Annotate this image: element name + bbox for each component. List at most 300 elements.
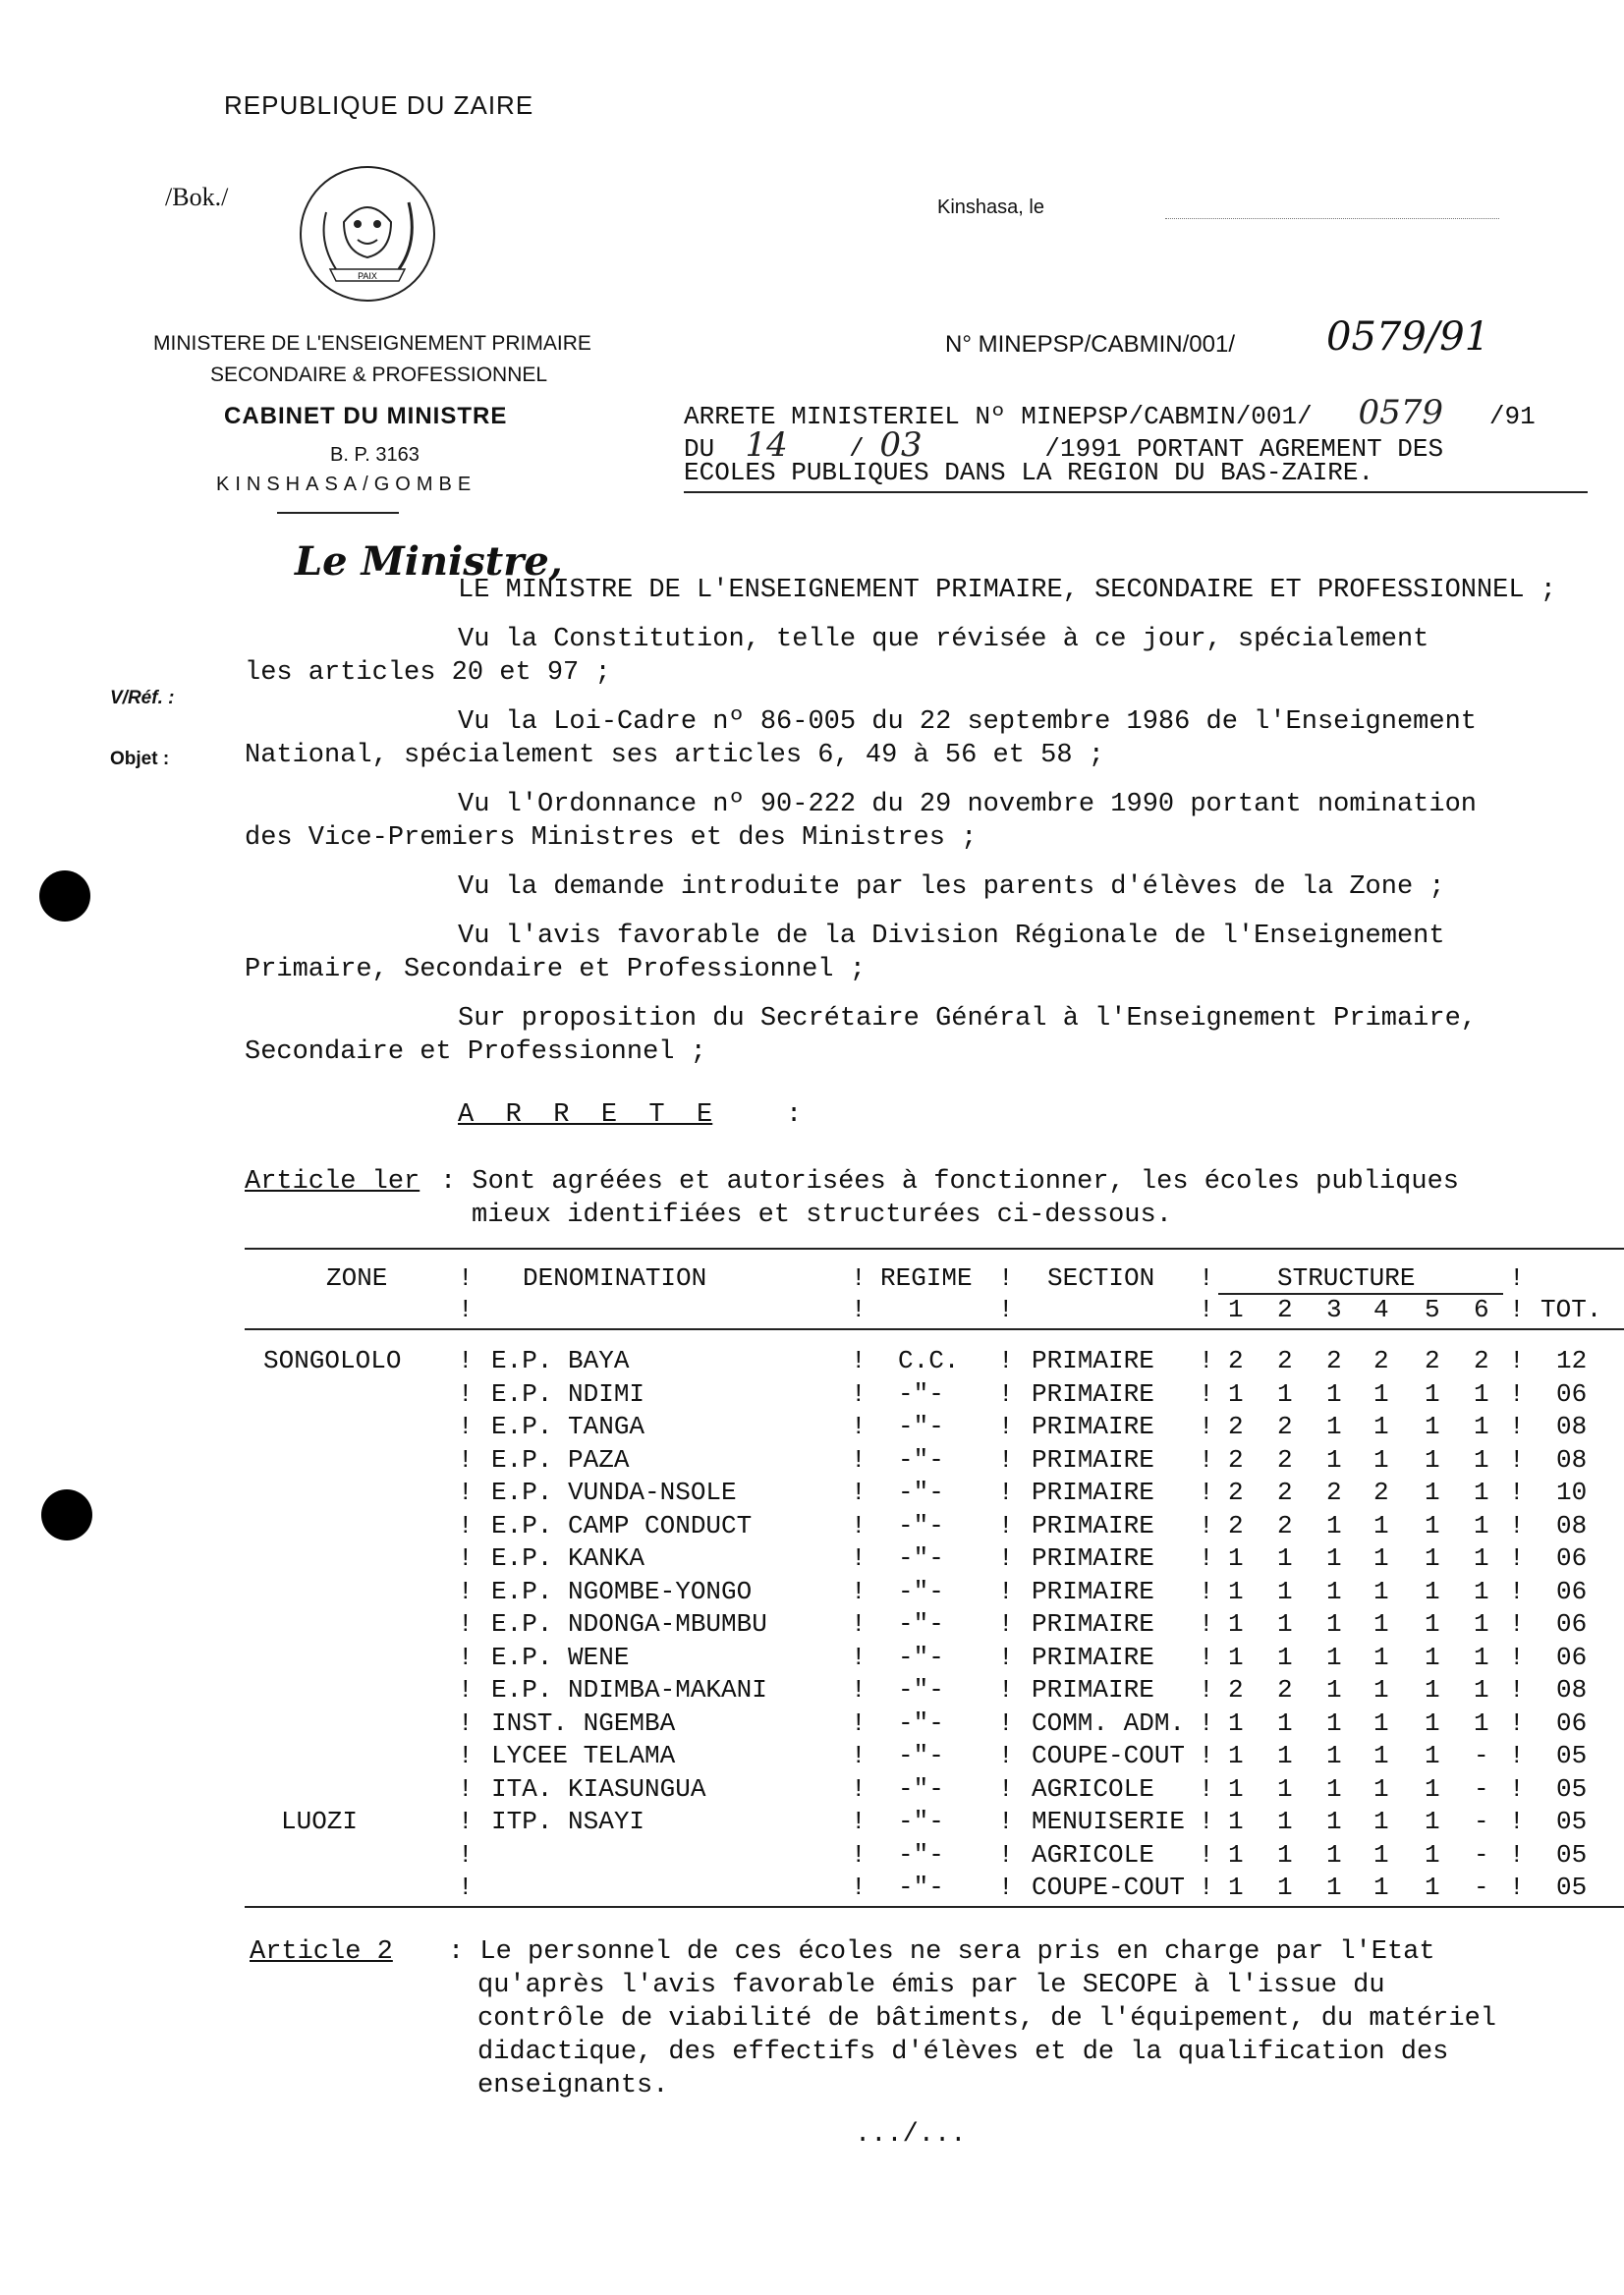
row-separator: ! xyxy=(1509,1346,1525,1375)
reference-number-handwritten: 0579/91 xyxy=(1326,314,1490,360)
cell-section: PRIMAIRE xyxy=(1032,1379,1154,1409)
row-separator: ! xyxy=(1509,1543,1525,1573)
cell-year-1: 1 xyxy=(1228,1741,1244,1770)
cell-regime: -"- xyxy=(898,1478,944,1507)
article1-text: mieux identifiées et structurées ci-dessous. xyxy=(472,1201,1172,1230)
cell-year-2: 1 xyxy=(1277,1774,1293,1804)
cell-regime: -"- xyxy=(898,1807,944,1836)
row-separator: ! xyxy=(458,1445,474,1475)
row-separator: ! xyxy=(1509,1708,1525,1738)
cell-year-6: 1 xyxy=(1474,1511,1489,1540)
row-separator: ! xyxy=(1509,1774,1525,1804)
cell-year-6: - xyxy=(1474,1873,1489,1902)
cell-total: 10 xyxy=(1556,1478,1588,1507)
row-separator: ! xyxy=(998,1379,1014,1409)
cell-total: 05 xyxy=(1556,1840,1588,1870)
cell-year-3: 1 xyxy=(1326,1774,1342,1804)
row-separator: ! xyxy=(998,1873,1014,1902)
structure-underline xyxy=(1218,1293,1503,1295)
cell-denomination: LYCEE TELAMA xyxy=(491,1741,676,1770)
cell-regime: -"- xyxy=(898,1643,944,1672)
cell-year-3: 1 xyxy=(1326,1741,1342,1770)
cell-regime: -"- xyxy=(898,1577,944,1606)
row-separator: ! xyxy=(1509,1675,1525,1705)
row-separator: ! xyxy=(998,1412,1014,1441)
decree-number-handwritten: 0579 xyxy=(1358,393,1444,432)
cell-year-6: 1 xyxy=(1474,1643,1489,1672)
row-separator: ! xyxy=(851,1675,867,1705)
cell-year-1: 2 xyxy=(1228,1511,1244,1540)
cell-year-5: 1 xyxy=(1425,1412,1440,1441)
row-separator: ! xyxy=(998,1609,1014,1639)
cell-year-3: 1 xyxy=(1326,1511,1342,1540)
cell-denomination: E.P. NDONGA-MBUMBU xyxy=(491,1609,767,1639)
row-separator: ! xyxy=(998,1511,1014,1540)
reference-number-label: N° MINEPSP/CABMIN/001/ xyxy=(945,331,1236,358)
cell-zone: SONGOLOLO xyxy=(263,1346,402,1375)
cell-year-2: 2 xyxy=(1277,1675,1293,1705)
cell-denomination: E.P. NGOMBE-YONGO xyxy=(491,1577,753,1606)
cell-zone: LUOZI xyxy=(281,1807,359,1836)
cell-total: 05 xyxy=(1556,1807,1588,1836)
cell-denomination: E.P. WENE xyxy=(491,1643,630,1672)
row-separator: ! xyxy=(458,1543,474,1573)
cell-year-2: 2 xyxy=(1277,1445,1293,1475)
cell-year-6: - xyxy=(1474,1741,1489,1770)
cell-year-6: 2 xyxy=(1474,1346,1489,1375)
cell-section: PRIMAIRE xyxy=(1032,1445,1154,1475)
cell-year-4: 2 xyxy=(1373,1346,1389,1375)
cell-year-4: 1 xyxy=(1373,1741,1389,1770)
cell-year-4: 1 xyxy=(1373,1708,1389,1738)
row-separator: ! xyxy=(458,1478,474,1507)
cell-year-5: 1 xyxy=(1425,1577,1440,1606)
preamble-line: Vu l'Ordonnance nº 90-222 du 29 novembre 1990 portant nomination xyxy=(458,790,1477,819)
article1-label: Article ler xyxy=(245,1167,420,1197)
cell-year-4: 1 xyxy=(1373,1873,1389,1902)
row-separator: ! xyxy=(851,1774,867,1804)
header-separator: ! xyxy=(851,1295,867,1324)
cell-denomination: ITA. KIASUNGUA xyxy=(491,1774,706,1804)
cell-year-3: 1 xyxy=(1326,1609,1342,1639)
article2-text: enseignants. xyxy=(477,2071,669,2100)
table-top-rule xyxy=(245,1248,1624,1250)
row-separator: ! xyxy=(458,1609,474,1639)
row-separator: ! xyxy=(998,1774,1014,1804)
row-separator: ! xyxy=(851,1708,867,1738)
cell-section: PRIMAIRE xyxy=(1032,1543,1154,1573)
cell-section: MENUISERIE xyxy=(1032,1807,1186,1836)
row-separator: ! xyxy=(998,1478,1014,1507)
cell-year-3: 1 xyxy=(1326,1445,1342,1475)
cell-year-4: 1 xyxy=(1373,1445,1389,1475)
cell-total: 06 xyxy=(1556,1708,1588,1738)
header-zone: ZONE xyxy=(326,1263,388,1293)
cell-year-1: 2 xyxy=(1228,1675,1244,1705)
cell-year-4: 1 xyxy=(1373,1774,1389,1804)
cell-year-5: 1 xyxy=(1425,1643,1440,1672)
cell-year-5: 1 xyxy=(1425,1543,1440,1573)
cell-year-2: 1 xyxy=(1277,1873,1293,1902)
cell-total: 08 xyxy=(1556,1511,1588,1540)
cell-year-2: 1 xyxy=(1277,1708,1293,1738)
cell-year-6: 1 xyxy=(1474,1445,1489,1475)
preamble-line: LE MINISTRE DE L'ENSEIGNEMENT PRIMAIRE, SECONDAIRE ET PROFESSIONNEL ; xyxy=(458,576,1556,605)
row-separator: ! xyxy=(458,1840,474,1870)
cell-regime: -"- xyxy=(898,1445,944,1475)
punch-hole xyxy=(41,1489,92,1540)
preamble-line: Vu la Loi-Cadre nº 86-005 du 22 septembre 1986 de l'Enseignement xyxy=(458,707,1477,737)
cell-section: PRIMAIRE xyxy=(1032,1577,1154,1606)
cell-year-2: 1 xyxy=(1277,1543,1293,1573)
cell-year-2: 1 xyxy=(1277,1741,1293,1770)
row-separator: ! xyxy=(1199,1675,1214,1705)
header-year-5: 5 xyxy=(1425,1295,1440,1324)
row-separator: ! xyxy=(851,1412,867,1441)
cell-year-5: 1 xyxy=(1425,1873,1440,1902)
ministry-name-line2: SECONDAIRE & PROFESSIONNEL xyxy=(210,364,548,386)
cell-year-3: 1 xyxy=(1326,1840,1342,1870)
cell-section: COUPE-COUT xyxy=(1032,1741,1186,1770)
cell-year-1: 1 xyxy=(1228,1807,1244,1836)
preamble-line: National, spécialement ses articles 6, 49 à 56 et 58 ; xyxy=(245,741,1104,770)
cell-section: PRIMAIRE xyxy=(1032,1346,1154,1375)
header-separator: ! xyxy=(998,1263,1014,1293)
cell-year-1: 1 xyxy=(1228,1708,1244,1738)
cell-total: 12 xyxy=(1556,1346,1588,1375)
cell-year-1: 1 xyxy=(1228,1543,1244,1573)
row-separator: ! xyxy=(1199,1741,1214,1770)
cell-year-6: - xyxy=(1474,1807,1489,1836)
seal-motto: PAIX xyxy=(358,271,377,281)
row-separator: ! xyxy=(1509,1609,1525,1639)
cell-total: 08 xyxy=(1556,1412,1588,1441)
cell-year-5: 2 xyxy=(1425,1346,1440,1375)
cell-year-1: 1 xyxy=(1228,1774,1244,1804)
row-separator: ! xyxy=(1509,1577,1525,1606)
cell-year-5: 1 xyxy=(1425,1741,1440,1770)
cell-total: 05 xyxy=(1556,1774,1588,1804)
header-separator: ! xyxy=(1199,1295,1214,1324)
cell-year-5: 1 xyxy=(1425,1379,1440,1409)
cell-year-3: 1 xyxy=(1326,1873,1342,1902)
row-separator: ! xyxy=(851,1346,867,1375)
article2-text: qu'après l'avis favorable émis par le SECOPE à l'issue du xyxy=(477,1971,1385,2000)
decree-title-line2: DU 14 / 03 /1991 PORTANT AGREMENT DES xyxy=(684,425,1444,465)
preamble-line: Vu la demande introduite par les parents d'élèves de la Zone ; xyxy=(458,872,1445,902)
cell-year-1: 2 xyxy=(1228,1445,1244,1475)
row-separator: ! xyxy=(458,1511,474,1540)
row-separator: ! xyxy=(1199,1873,1214,1902)
cell-denomination: E.P. NDIMBA-MAKANI xyxy=(491,1675,767,1705)
cell-regime: C.C. xyxy=(898,1346,960,1375)
cell-year-4: 1 xyxy=(1373,1412,1389,1441)
cell-year-4: 1 xyxy=(1373,1675,1389,1705)
cell-year-5: 1 xyxy=(1425,1478,1440,1507)
row-separator: ! xyxy=(458,1873,474,1902)
cell-regime: -"- xyxy=(898,1708,944,1738)
cell-regime: -"- xyxy=(898,1543,944,1573)
subject-label: Objet : xyxy=(110,749,170,769)
row-separator: ! xyxy=(458,1675,474,1705)
cell-denomination: ITP. NSAYI xyxy=(491,1807,645,1836)
date-place-label: Kinshasa, le xyxy=(937,196,1044,218)
header-separator: ! xyxy=(458,1295,474,1324)
header-section: SECTION xyxy=(1047,1263,1155,1293)
cell-regime: -"- xyxy=(898,1412,944,1441)
row-separator: ! xyxy=(998,1543,1014,1573)
row-separator: ! xyxy=(1199,1577,1214,1606)
row-separator: ! xyxy=(1199,1543,1214,1573)
row-separator: ! xyxy=(1199,1840,1214,1870)
article1-text: : Sont agréées et autorisées à fonctionner, les écoles publiques xyxy=(440,1167,1459,1197)
row-separator: ! xyxy=(998,1708,1014,1738)
header-separator: ! xyxy=(1509,1263,1525,1293)
cell-regime: -"- xyxy=(898,1840,944,1870)
national-seal-icon xyxy=(297,163,438,305)
cell-year-5: 1 xyxy=(1425,1840,1440,1870)
row-separator: ! xyxy=(1509,1741,1525,1770)
row-separator: ! xyxy=(1199,1774,1214,1804)
cell-denomination: E.P. VUNDA-NSOLE xyxy=(491,1478,737,1507)
cell-year-6: 1 xyxy=(1474,1577,1489,1606)
preamble-line: Secondaire et Professionnel ; xyxy=(245,1037,706,1067)
country-name: REPUBLIQUE DU ZAIRE xyxy=(224,90,534,120)
article2-label: Article 2 xyxy=(250,1937,393,1967)
row-separator: ! xyxy=(851,1643,867,1672)
row-separator: ! xyxy=(458,1774,474,1804)
row-separator: ! xyxy=(998,1840,1014,1870)
row-separator: ! xyxy=(851,1577,867,1606)
preamble-line: Sur proposition du Secrétaire Général à l'Enseignement Primaire, xyxy=(458,1004,1477,1034)
cell-year-6: 1 xyxy=(1474,1543,1489,1573)
row-separator: ! xyxy=(1199,1478,1214,1507)
row-separator: ! xyxy=(1509,1873,1525,1902)
row-separator: ! xyxy=(1199,1807,1214,1836)
city-address: KINSHASA/GOMBE xyxy=(216,474,477,495)
cell-section: AGRICOLE xyxy=(1032,1840,1154,1870)
row-separator: ! xyxy=(1509,1445,1525,1475)
cell-year-3: 1 xyxy=(1326,1577,1342,1606)
cell-year-6: 1 xyxy=(1474,1478,1489,1507)
cell-year-4: 1 xyxy=(1373,1609,1389,1639)
cell-year-2: 1 xyxy=(1277,1840,1293,1870)
page-continuation: .../... xyxy=(855,2120,967,2150)
row-separator: ! xyxy=(458,1577,474,1606)
cell-year-6: 1 xyxy=(1474,1675,1489,1705)
header-structure: STRUCTURE xyxy=(1277,1263,1416,1293)
header-total: TOT. xyxy=(1540,1295,1602,1324)
row-separator: ! xyxy=(458,1346,474,1375)
header-separator: ! xyxy=(1199,1263,1214,1293)
row-separator: ! xyxy=(1509,1643,1525,1672)
header-separator: ! xyxy=(998,1295,1014,1324)
row-separator: ! xyxy=(851,1609,867,1639)
cell-year-6: 1 xyxy=(1474,1708,1489,1738)
cell-denomination: E.P. PAZA xyxy=(491,1445,630,1475)
letterhead-divider xyxy=(277,512,399,514)
preamble-line: les articles 20 et 97 ; xyxy=(245,658,611,688)
cell-year-4: 1 xyxy=(1373,1807,1389,1836)
cell-year-4: 1 xyxy=(1373,1543,1389,1573)
header-separator: ! xyxy=(1509,1295,1525,1324)
cell-total: 06 xyxy=(1556,1543,1588,1573)
cell-year-4: 1 xyxy=(1373,1840,1389,1870)
cell-year-1: 2 xyxy=(1228,1346,1244,1375)
cell-year-6: - xyxy=(1474,1840,1489,1870)
cell-year-2: 2 xyxy=(1277,1478,1293,1507)
row-separator: ! xyxy=(1199,1609,1214,1639)
cell-total: 08 xyxy=(1556,1675,1588,1705)
cell-denomination: E.P. BAYA xyxy=(491,1346,630,1375)
header-year-4: 4 xyxy=(1373,1295,1389,1324)
cell-year-5: 1 xyxy=(1425,1807,1440,1836)
header-separator: ! xyxy=(851,1263,867,1293)
cell-year-1: 1 xyxy=(1228,1643,1244,1672)
cell-year-1: 1 xyxy=(1228,1873,1244,1902)
row-separator: ! xyxy=(998,1675,1014,1705)
header-year-6: 6 xyxy=(1474,1295,1489,1324)
cell-year-3: 1 xyxy=(1326,1543,1342,1573)
decree-heading-colon: : xyxy=(786,1100,803,1130)
row-separator: ! xyxy=(1199,1708,1214,1738)
row-separator: ! xyxy=(851,1445,867,1475)
row-separator: ! xyxy=(1509,1807,1525,1836)
cell-section: PRIMAIRE xyxy=(1032,1675,1154,1705)
cell-regime: -"- xyxy=(898,1379,944,1409)
row-separator: ! xyxy=(458,1708,474,1738)
cell-denomination: E.P. NDIMI xyxy=(491,1379,645,1409)
row-separator: ! xyxy=(1509,1412,1525,1441)
row-separator: ! xyxy=(458,1643,474,1672)
cell-year-2: 1 xyxy=(1277,1577,1293,1606)
cell-total: 06 xyxy=(1556,1379,1588,1409)
cell-year-5: 1 xyxy=(1425,1511,1440,1540)
cell-regime: -"- xyxy=(898,1609,944,1639)
cell-total: 06 xyxy=(1556,1643,1588,1672)
cell-year-3: 1 xyxy=(1326,1412,1342,1441)
cell-year-3: 1 xyxy=(1326,1807,1342,1836)
cell-regime: -"- xyxy=(898,1873,944,1902)
cell-regime: -"- xyxy=(898,1774,944,1804)
cell-year-1: 2 xyxy=(1228,1412,1244,1441)
decree-heading: A R R E T E xyxy=(458,1100,713,1130)
header-year-3: 3 xyxy=(1326,1295,1342,1324)
cell-section: PRIMAIRE xyxy=(1032,1478,1154,1507)
row-separator: ! xyxy=(458,1379,474,1409)
preamble-line: Primaire, Secondaire et Professionnel ; xyxy=(245,955,866,984)
cell-year-5: 1 xyxy=(1425,1609,1440,1639)
row-separator: ! xyxy=(1199,1346,1214,1375)
cell-denomination: INST. NGEMBA xyxy=(491,1708,676,1738)
cell-total: 05 xyxy=(1556,1873,1588,1902)
row-separator: ! xyxy=(851,1511,867,1540)
row-separator: ! xyxy=(458,1412,474,1441)
row-separator: ! xyxy=(851,1478,867,1507)
cell-year-6: - xyxy=(1474,1774,1489,1804)
row-separator: ! xyxy=(998,1577,1014,1606)
decree-title-line1: ARRETE MINISTERIEL Nº MINEPSP/CABMIN/001/ 0579 /91 xyxy=(684,393,1536,432)
row-separator: ! xyxy=(1509,1511,1525,1540)
cell-regime: -"- xyxy=(898,1741,944,1770)
cell-denomination: E.P. CAMP CONDUCT xyxy=(491,1511,753,1540)
row-separator: ! xyxy=(998,1346,1014,1375)
decree-title-line3: ECOLES PUBLIQUES DANS LA REGION DU BAS-ZAIRE. xyxy=(684,458,1374,487)
cell-year-6: 1 xyxy=(1474,1412,1489,1441)
cell-denomination: E.P. KANKA xyxy=(491,1543,645,1573)
row-separator: ! xyxy=(458,1741,474,1770)
article2-text: : Le personnel de ces écoles ne sera pris en charge par l'Etat xyxy=(448,1937,1435,1967)
cell-total: 08 xyxy=(1556,1445,1588,1475)
signatory-handwritten: Le Ministre, xyxy=(295,538,563,585)
row-separator: ! xyxy=(1199,1412,1214,1441)
cabinet-title: CABINET DU MINISTRE xyxy=(224,403,508,429)
cell-year-4: 1 xyxy=(1373,1577,1389,1606)
header-year-1: 1 xyxy=(1228,1295,1244,1324)
cell-year-6: 1 xyxy=(1474,1609,1489,1639)
header-separator: ! xyxy=(458,1263,474,1293)
row-separator: ! xyxy=(1199,1643,1214,1672)
row-separator: ! xyxy=(998,1445,1014,1475)
row-separator: ! xyxy=(998,1807,1014,1836)
cell-year-3: 2 xyxy=(1326,1346,1342,1375)
table-header-rule xyxy=(245,1328,1624,1330)
row-separator: ! xyxy=(458,1807,474,1836)
cell-year-4: 1 xyxy=(1373,1511,1389,1540)
row-separator: ! xyxy=(851,1873,867,1902)
row-separator: ! xyxy=(1199,1379,1214,1409)
cell-year-2: 1 xyxy=(1277,1379,1293,1409)
cell-regime: -"- xyxy=(898,1675,944,1705)
row-separator: ! xyxy=(1509,1840,1525,1870)
row-separator: ! xyxy=(851,1807,867,1836)
row-separator: ! xyxy=(851,1543,867,1573)
cell-year-4: 2 xyxy=(1373,1478,1389,1507)
preamble-line: Vu la Constitution, telle que révisée à ce jour, spécialement xyxy=(458,625,1429,654)
cell-year-2: 1 xyxy=(1277,1609,1293,1639)
cell-total: 06 xyxy=(1556,1577,1588,1606)
cell-year-1: 1 xyxy=(1228,1577,1244,1606)
row-separator: ! xyxy=(851,1840,867,1870)
preamble-line: Vu l'avis favorable de la Division Régionale de l'Enseignement xyxy=(458,922,1445,951)
article2-text: contrôle de viabilité de bâtiments, de l'équipement, du matériel xyxy=(477,2004,1496,2034)
cell-year-3: 1 xyxy=(1326,1708,1342,1738)
header-year-2: 2 xyxy=(1277,1295,1293,1324)
cell-year-2: 2 xyxy=(1277,1346,1293,1375)
cell-year-2: 1 xyxy=(1277,1643,1293,1672)
initials-reference: /Bok./ xyxy=(165,183,229,211)
decree-month-handwritten: 03 xyxy=(879,425,923,465)
punch-hole xyxy=(39,870,90,922)
cell-year-3: 2 xyxy=(1326,1478,1342,1507)
cell-year-4: 1 xyxy=(1373,1379,1389,1409)
row-separator: ! xyxy=(1199,1511,1214,1540)
table-bottom-rule xyxy=(245,1906,1624,1908)
row-separator: ! xyxy=(998,1643,1014,1672)
cell-section: AGRICOLE xyxy=(1032,1774,1154,1804)
ministry-name-line1: MINISTERE DE L'ENSEIGNEMENT PRIMAIRE xyxy=(153,332,591,355)
cell-section: PRIMAIRE xyxy=(1032,1643,1154,1672)
title-underline xyxy=(684,491,1588,493)
cell-section: PRIMAIRE xyxy=(1032,1511,1154,1540)
cell-year-4: 1 xyxy=(1373,1643,1389,1672)
row-separator: ! xyxy=(998,1741,1014,1770)
row-separator: ! xyxy=(1509,1379,1525,1409)
header-denomination: DENOMINATION xyxy=(523,1263,707,1293)
cell-year-6: 1 xyxy=(1474,1379,1489,1409)
header-regime: REGIME xyxy=(880,1263,973,1293)
cell-year-2: 2 xyxy=(1277,1412,1293,1441)
